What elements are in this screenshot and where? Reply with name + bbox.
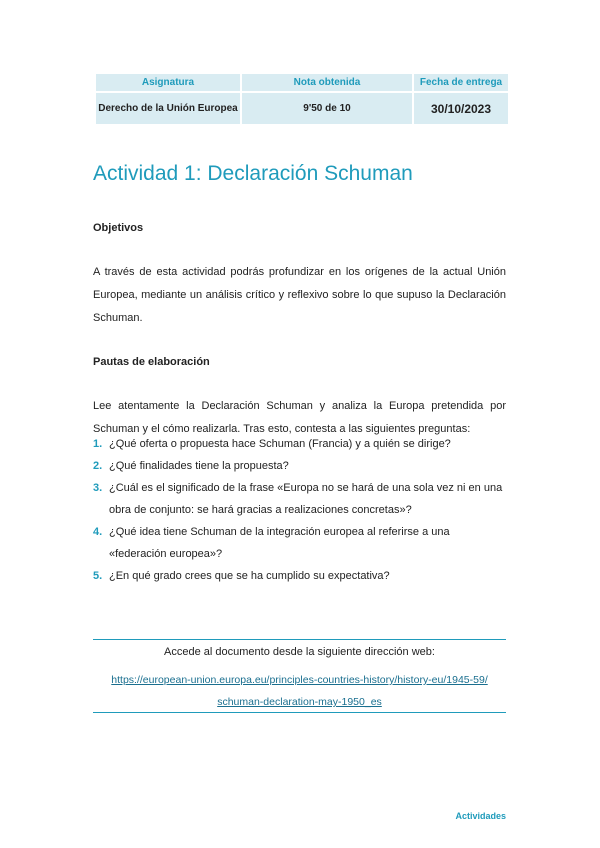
- question-item: [93, 565, 506, 587]
- footer-label: Actividades: [455, 811, 506, 821]
- question-number: 5.: [93, 570, 103, 582]
- question-number: 1.: [93, 438, 103, 450]
- schuman-declaration-link[interactable]: [93, 669, 506, 713]
- info-table-row: [96, 93, 508, 124]
- objectives-text: A través de esta actividad podrás profundizar en los orígenes de la actual Unión Europea, mediante un análisis crítico y reflexivo sobre lo que supuso la Declaración Schuman.: [93, 266, 506, 324]
- question-item: [93, 455, 506, 477]
- header-date: Fecha de entrega: [414, 74, 508, 93]
- grade-value: 9'50 de 10: [242, 93, 412, 124]
- question-text: ¿Cuál es el significado de la frase «Europa no se hará de una sola vez ni en una obra de conjunto: se hará gracias a realizaciones concretas»?: [109, 482, 503, 516]
- question-text: ¿En qué grado crees que se ha cumplido su expectativa?: [109, 570, 390, 582]
- question-item: [93, 433, 506, 455]
- page-title: Actividad 1: Declaración Schuman: [93, 162, 413, 185]
- objectives-heading: Objetivos: [93, 222, 144, 234]
- question-number: 3.: [93, 482, 103, 494]
- question-text: ¿Qué finalidades tiene la propuesta?: [109, 460, 289, 472]
- question-item: [93, 477, 506, 521]
- link-line-2: schuman-declaration-may-1950_es: [217, 696, 382, 708]
- subject-value: Derecho de la Unión Europea: [96, 93, 240, 124]
- questions-list: [93, 433, 506, 587]
- question-text: ¿Qué idea tiene Schuman de la integración europea al referirse a una «federación europea»?: [109, 526, 450, 560]
- guidelines-text: Lee atentamente la Declaración Schuman y analiza la Europa pretendida por Schuman y el cómo realizarla. Tras esto, contesta a las siguientes preguntas:: [93, 400, 506, 435]
- question-number: 2.: [93, 460, 103, 472]
- header-subject: Asignatura: [96, 74, 240, 93]
- header-grade: Nota obtenida: [242, 74, 412, 93]
- info-table-header-row: [96, 74, 508, 93]
- question-text: ¿Qué oferta o propuesta hace Schuman (Francia) y a quién se dirige?: [109, 438, 451, 450]
- access-label: Accede al documento desde la siguiente dirección web:: [164, 646, 435, 658]
- guidelines-heading: Pautas de elaboración: [93, 356, 210, 368]
- info-table: [94, 74, 510, 124]
- question-item: [93, 521, 506, 565]
- link-line-1: https://european-union.europa.eu/principles-countries-history/history-eu/1945-59/: [111, 674, 488, 686]
- question-number: 4.: [93, 526, 103, 538]
- access-box: [93, 639, 506, 713]
- date-value: 30/10/2023: [414, 93, 508, 124]
